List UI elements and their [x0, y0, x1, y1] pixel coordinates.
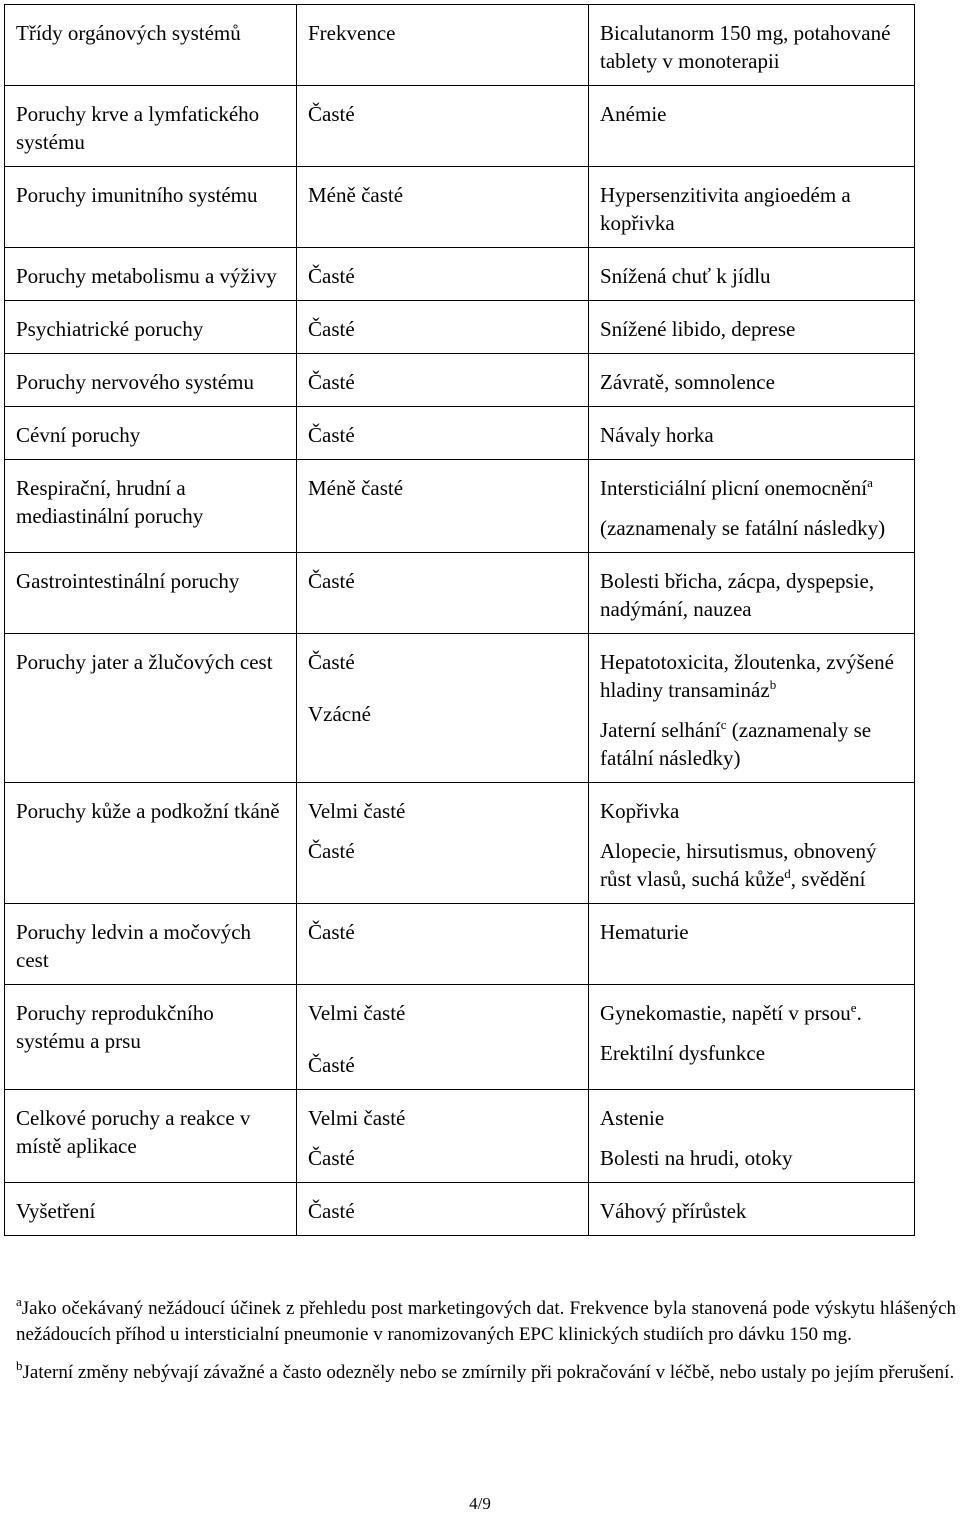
table-row [5, 248, 915, 301]
table-row [5, 460, 915, 553]
table-row [5, 783, 915, 904]
table-row [5, 904, 915, 985]
header-frequency: Frekvence [297, 5, 589, 86]
table-row [5, 1090, 915, 1183]
effect-text-part: (zaznamenaly se fatální následky) [600, 718, 872, 770]
footnote-mark: a [16, 1294, 22, 1309]
effect-cell: Váhový přírůstek [589, 1183, 915, 1236]
table-row [5, 1183, 915, 1236]
effect-text-part: Jaterní selhání [600, 718, 721, 742]
frequency-cell: Méně časté [297, 167, 589, 248]
frequency-text: Velmi časté [308, 1001, 406, 1025]
frequency-cell: Časté [297, 354, 589, 407]
soc-cell: Poruchy imunitního systému [5, 167, 297, 248]
frequency-text: Časté [308, 650, 355, 674]
effect-cell: Snížené libido, deprese [589, 301, 915, 354]
effect-cell: Hypersenzitivita angioedém a kopřivka [589, 167, 915, 248]
frequency-cell: Časté [297, 301, 589, 354]
effect-cell: Návaly horka [589, 407, 915, 460]
frequency-cell [297, 1090, 589, 1183]
adverse-effects-table [4, 4, 915, 1236]
frequency-cell: Časté [297, 248, 589, 301]
frequency-text: Časté [308, 1053, 355, 1077]
effect-cell: Anémie [589, 86, 915, 167]
footnote-text: Jaterní změny nebývají závažné a často odezněly nebo se zmírnily při pokračování v léčbě, nebo ustaly po jejím přerušení. [22, 1362, 955, 1383]
effect-text-part: Gynekomastie, napětí v prsou [600, 1001, 851, 1025]
frequency-text: Časté [308, 839, 355, 863]
frequency-cell: Časté [297, 407, 589, 460]
frequency-cell: Časté [297, 86, 589, 167]
footnote-ref: a [867, 475, 873, 490]
frequency-text: Vzácné [308, 702, 371, 726]
soc-cell: Psychiatrické poruchy [5, 301, 297, 354]
effect-text: Kopřivka [600, 799, 680, 823]
soc-cell: Celkové poruchy a reakce v místě aplikace [5, 1090, 297, 1183]
frequency-cell: Časté [297, 553, 589, 634]
soc-cell: Poruchy krve a lymfatického systému [5, 86, 297, 167]
frequency-cell: Méně časté [297, 460, 589, 553]
table-row [5, 407, 915, 460]
frequency-cell [297, 783, 589, 904]
frequency-text: Velmi časté [308, 799, 406, 823]
effect-text: Hepatotoxicita, žloutenka, zvýšené hladiny transamináz [600, 650, 894, 702]
soc-cell: Cévní poruchy [5, 407, 297, 460]
table-row [5, 354, 915, 407]
soc-cell: Poruchy kůže a podkožní tkáně [5, 783, 297, 904]
effect-cell: Bolesti břicha, zácpa, dyspepsie, nadýmání, nauzea [589, 553, 915, 634]
frequency-text: Velmi časté [308, 1106, 406, 1130]
soc-cell: Respirační, hrudní a mediastinální poruchy [5, 460, 297, 553]
soc-cell: Gastrointestinální poruchy [5, 553, 297, 634]
effect-text: Bolesti na hrudi, otoky [600, 1146, 793, 1170]
effect-text: Erektilní dysfunkce [600, 1041, 766, 1065]
footnote-text: Jako očekávaný nežádoucí účinek z přehledu post marketingových dat. Frekvence byla stanovená pode výskytu hlášených nežádoucích příhod u intersticialní pneumonie v ranomizovaných EPC klinických studiích pro dávku 150 mg. [16, 1298, 956, 1345]
soc-cell: Vyšetření [5, 1183, 297, 1236]
footnote [16, 1296, 956, 1348]
frequency-text: Časté [308, 1146, 355, 1170]
footnote [16, 1360, 956, 1386]
effect-text-part: Alopecie, hirsutismus, obnovený růst vlasů, suchá kůže [600, 839, 877, 891]
effect-cell [589, 783, 915, 904]
header-product: Bicalutanorm 150 mg, potahované tablety v monoterapii [589, 5, 915, 86]
frequency-cell: Časté [297, 904, 589, 985]
effect-cell: Hematurie [589, 904, 915, 985]
footnote-ref: e [850, 1000, 857, 1015]
soc-cell: Poruchy reprodukčního systému a prsu [5, 985, 297, 1090]
footnote-ref: c [720, 717, 727, 732]
table-row [5, 553, 915, 634]
table-header-row [5, 5, 915, 86]
table-row [5, 634, 915, 783]
table-row [5, 86, 915, 167]
effect-cell [589, 460, 915, 553]
footnote-ref: b [769, 677, 777, 692]
soc-cell: Poruchy jater a žlučových cest [5, 634, 297, 783]
frequency-cell [297, 985, 589, 1090]
header-soc: Třídy orgánových systémů [5, 5, 297, 86]
effect-cell: Snížená chuť k jídlu [589, 248, 915, 301]
effect-text [600, 716, 904, 772]
effect-text: Intersticiální plicní onemocnění [600, 476, 868, 500]
effect-text-part: . [856, 1001, 862, 1025]
soc-cell: Poruchy ledvin a močových cest [5, 904, 297, 985]
frequency-cell [297, 634, 589, 783]
footnote-ref: d [784, 866, 791, 881]
effect-text [600, 837, 904, 893]
effect-text: (zaznamenaly se fatální následky) [600, 516, 886, 540]
footnote-mark: b [16, 1358, 23, 1373]
effect-text-part: , svědění [790, 867, 866, 891]
soc-cell: Poruchy nervového systému [5, 354, 297, 407]
soc-cell: Poruchy metabolismu a výživy [5, 248, 297, 301]
frequency-cell: Časté [297, 1183, 589, 1236]
page-number: 4/9 [469, 1494, 491, 1513]
effect-cell [589, 634, 915, 783]
effect-text: Astenie [600, 1106, 665, 1130]
effect-cell [589, 1090, 915, 1183]
effect-cell [589, 985, 915, 1090]
table-row [5, 167, 915, 248]
table-row [5, 985, 915, 1090]
footnotes [16, 1296, 956, 1398]
table-row [5, 301, 915, 354]
effect-cell: Závratě, somnolence [589, 354, 915, 407]
